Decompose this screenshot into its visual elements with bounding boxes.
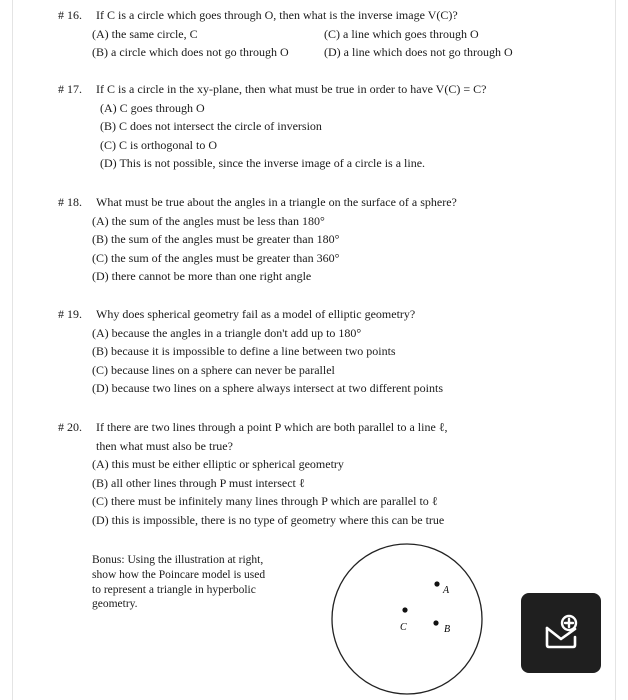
question-19	[58, 305, 608, 398]
question-stem	[58, 193, 608, 212]
option-d[interactable]: (D) because two lines on a sphere always intersect at two different points	[92, 381, 443, 396]
option-a[interactable]: (A) C goes through O	[100, 100, 205, 115]
option-a[interactable]: (A) the sum of the angles must be less than 180°	[92, 213, 325, 228]
add-to-stack-button[interactable]	[521, 593, 601, 673]
question-text: Why does spherical geometry fail as a model of elliptic geometry?	[96, 307, 416, 321]
question-stem	[58, 305, 608, 324]
bonus-line: show how the Poincare model is used	[92, 568, 266, 581]
option-b[interactable]: (B) all other lines through P must intersect ℓ	[92, 475, 305, 490]
option-c[interactable]: (C) the sum of the angles must be greater than 360°	[92, 250, 340, 265]
option-a[interactable]: (A) because the angles in a triangle don't add up to 180°	[92, 325, 362, 340]
question-number: # 20.	[58, 420, 82, 434]
option-b[interactable]: (B) because it is impossible to define a line between two points	[92, 344, 396, 359]
question-stem	[58, 418, 608, 437]
option-a[interactable]: (A) the same circle, C	[92, 26, 198, 41]
question-stem	[58, 80, 608, 99]
question-20	[58, 418, 608, 530]
point-c	[402, 607, 407, 612]
answer-options	[58, 25, 608, 62]
option-c[interactable]: (C) C is orthogonal to O	[100, 137, 217, 152]
point-a	[434, 581, 439, 586]
question-number: # 18.	[58, 195, 82, 209]
point-b-label: B	[444, 624, 451, 635]
question-number: # 17.	[58, 82, 82, 96]
bonus-line: Bonus: Using the illustration at right,	[92, 554, 264, 566]
question-16	[58, 6, 608, 62]
option-b[interactable]: (B) the sum of the angles must be greater than 180°	[92, 232, 340, 247]
poincare-disk-diagram	[330, 542, 484, 696]
option-a[interactable]: (A) this must be either elliptic or spherical geometry	[92, 457, 344, 472]
option-c[interactable]: (C) a line which goes through O	[324, 26, 479, 41]
bonus-line: geometry.	[92, 598, 138, 611]
bonus-prompt	[92, 553, 292, 612]
question-text: What must be true about the angles in a triangle on the surface of a sphere?	[96, 195, 457, 209]
question-text-continued: then what must also be true?	[96, 438, 233, 453]
option-b[interactable]: (B) C does not intersect the circle of inversion	[100, 119, 322, 134]
question-number: # 16.	[58, 8, 82, 22]
question-text: If there are two lines through a point P which are both parallel to a line ℓ,	[96, 420, 448, 434]
question-18	[58, 193, 608, 286]
point-c-label: C	[400, 622, 407, 633]
question-text: If C is a circle which goes through O, then what is the inverse image V(C)?	[96, 8, 458, 22]
point-b	[433, 620, 438, 625]
option-d[interactable]: (D) there cannot be more than one right angle	[92, 269, 312, 284]
page-right-border	[615, 0, 616, 700]
point-a-label: A	[443, 585, 450, 596]
question-number: # 19.	[58, 307, 82, 321]
boundary-circle	[332, 544, 482, 694]
option-d[interactable]: (D) This is not possible, since the inverse image of a circle is a line.	[100, 156, 426, 171]
question-17	[58, 80, 608, 173]
option-c[interactable]: (C) there must be infinitely many lines through P which are parallel to ℓ	[92, 494, 438, 509]
bonus-line: to represent a triangle in hyperbolic	[92, 583, 256, 596]
question-text: If C is a circle in the xy-plane, then what must be true in order to have V(C) = C?	[96, 82, 487, 96]
option-c[interactable]: (C) because lines on a sphere can never be parallel	[92, 362, 335, 377]
page-left-border	[12, 0, 13, 700]
add-to-stack-icon	[541, 613, 581, 653]
option-d[interactable]: (D) a line which does not go through O	[324, 45, 513, 60]
question-stem	[58, 6, 608, 25]
option-b[interactable]: (B) a circle which does not go through O	[92, 45, 289, 60]
option-d[interactable]: (D) this is impossible, there is no type of geometry where this can be true	[92, 512, 445, 527]
